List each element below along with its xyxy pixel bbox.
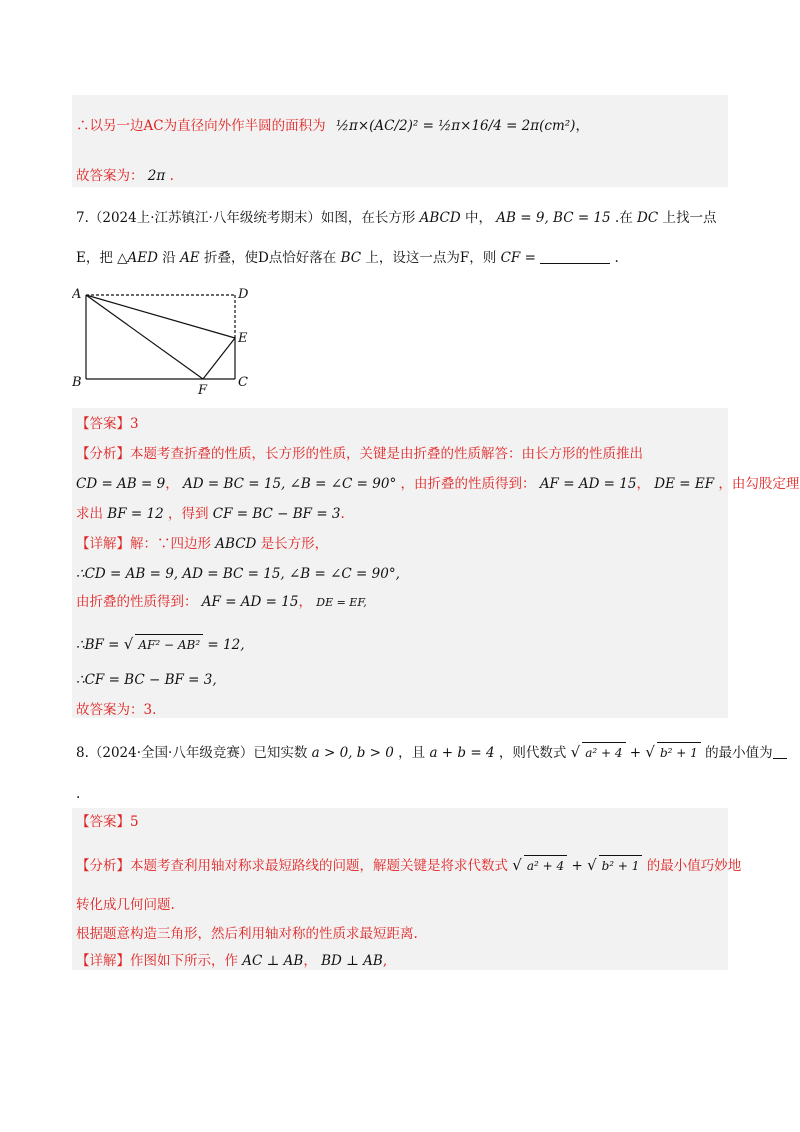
analysis-text: 本题考查利用轴对称求最短路线的问题，解题关键是将求代数式 bbox=[130, 858, 508, 874]
segment-fe bbox=[203, 338, 235, 379]
q7-answer bbox=[76, 414, 139, 434]
answer-blank[interactable] bbox=[540, 249, 610, 264]
label-e: E bbox=[238, 331, 248, 346]
analysis-text: ，由折叠的性质得到： bbox=[400, 476, 536, 492]
q7-detail-line3: 由折叠的性质得到： AF = AD = 15， DE = EF, bbox=[76, 594, 367, 610]
formula: AF = AD = 15 bbox=[201, 594, 299, 610]
formula: CD = AB = 9 bbox=[76, 476, 166, 492]
formula: ABCD bbox=[215, 536, 257, 552]
formula: ∴BF = bbox=[76, 637, 124, 653]
formula: AF = AD = 15 bbox=[539, 476, 637, 492]
fold-line-ae bbox=[86, 295, 235, 338]
q7-side: DC bbox=[637, 210, 659, 226]
answer-prefix: 故答案为： bbox=[76, 168, 144, 184]
q7-triangle: △AED bbox=[117, 250, 158, 266]
q7-rect: ABCD bbox=[419, 210, 461, 226]
formula: DE = EF bbox=[654, 476, 715, 492]
q8-text: ，则代数式 bbox=[498, 745, 567, 761]
analysis-text: ，由勾股定理 bbox=[718, 476, 800, 492]
detail-text: 由折叠的性质得到： bbox=[76, 594, 198, 610]
q7-detail-line4: ∴BF = √ AF² − AB² = 12, bbox=[76, 635, 245, 653]
radicand: b² + 1 bbox=[599, 855, 643, 876]
q8-text: 8.（2024·全国·八年级竞赛）已知实数 bbox=[76, 745, 308, 761]
q7-detail-line6: 故答案为：3. bbox=[76, 702, 157, 718]
label-b: B bbox=[72, 375, 82, 390]
radicand: a² + 4 bbox=[524, 855, 567, 876]
detail-text: 是长方形， bbox=[260, 536, 329, 552]
analysis-text: 求出 bbox=[76, 506, 103, 522]
detail-text: , bbox=[382, 953, 388, 969]
q7-text: 沿 bbox=[162, 250, 176, 266]
area-line: ∴以另一边AC为直径向外作半圆的面积为 ½π×(AC/2)² = ½π×16/4 = 2π(cm²)， bbox=[76, 118, 589, 134]
q8-condition: a + b = 4 bbox=[429, 745, 495, 761]
detail-text: 解：∵四边形 bbox=[130, 536, 211, 552]
q8-analysis-line3: 根据题意构造三角形，然后利用轴对称的性质求最短距离. bbox=[76, 926, 418, 942]
area-text: ∴以另一边AC为直径向外作半圆的面积为 bbox=[76, 118, 326, 134]
q7-given: AB = 9, BC = 15 bbox=[496, 210, 611, 226]
detail-text: 作图如下所示，作 bbox=[130, 953, 238, 969]
answer-block-q8 bbox=[72, 808, 728, 970]
analysis-tag: 【分析】 bbox=[76, 858, 130, 874]
q7-detail-line1 bbox=[76, 534, 328, 554]
q7-line2 bbox=[76, 248, 619, 268]
answer-value: 5 bbox=[130, 814, 139, 830]
formula: BD ⊥ AB bbox=[321, 953, 383, 969]
answer-value: 3 bbox=[130, 416, 139, 432]
formula: = 12, bbox=[203, 637, 245, 653]
q7-text: E，把 bbox=[76, 250, 113, 266]
q7-detail-line5: ∴CF = BC − BF = 3, bbox=[76, 672, 217, 688]
q8-analysis-line1: 【分析】本题考查利用轴对称求最短路线的问题，解题关键是将求代数式 √ a² + 4 + √ b² + 1 的最小值巧妙地 bbox=[76, 856, 742, 874]
answer-tag: 【答案】 bbox=[76, 416, 130, 432]
q8-answer bbox=[76, 812, 139, 832]
q7-analysis-line2: CD = AB = 9， AD = BC = 15, ∠B = ∠C = 90° ，由折叠的性质得到： AF = AD = 15， DE = EF ，由勾股定理 bbox=[76, 476, 800, 492]
formula: DE = EF, bbox=[316, 596, 367, 609]
rectangle-fold-figure bbox=[72, 282, 272, 397]
formula: AD = BC = 15, ∠B = ∠C = 90° bbox=[183, 476, 397, 492]
label-a: A bbox=[72, 287, 82, 302]
q8-analysis-line2: 转化成几何问题. bbox=[76, 897, 175, 913]
analysis-text: ，得到 bbox=[167, 506, 209, 522]
answer-suffix: . bbox=[169, 168, 174, 184]
q8-line1: 8.（2024·全国·八年级竞赛）已知实数 a > 0, b > 0 ，且 a + b = 4 ，则代数式 √ a² + 4 + √ b² + 1 的最小值为 bbox=[76, 742, 787, 763]
answer-value: 2π bbox=[147, 168, 166, 184]
q7-analysis-line1 bbox=[76, 444, 643, 464]
analysis-text: 的最小值巧妙地 bbox=[646, 858, 742, 874]
q7-text: .在 bbox=[614, 210, 633, 226]
analysis-tag: 【分析】 bbox=[76, 446, 130, 462]
formula: BF = 12 bbox=[107, 506, 164, 522]
q7-text: 上找一点 bbox=[662, 210, 717, 226]
detail-tag: 【详解】 bbox=[76, 536, 130, 552]
area-formula: ½π×(AC/2)² = ½π×16/4 = 2π(cm²) bbox=[335, 118, 576, 134]
q7-analysis-line3: 求出 BF = 12 ，得到 CF = BC − BF = 3. bbox=[76, 506, 345, 522]
q7-ae: AE bbox=[180, 250, 200, 266]
q8-condition: a > 0, b > 0 bbox=[311, 745, 394, 761]
analysis-text: 本题考查折叠的性质，长方形的性质，关键是由折叠的性质解答：由长方形的性质推出 bbox=[130, 446, 643, 462]
answer-blank[interactable] bbox=[773, 744, 787, 759]
radicand: AF² − AB² bbox=[135, 634, 203, 655]
q7-text: 上，设这一点为F，则 bbox=[365, 250, 497, 266]
q7-line1 bbox=[76, 208, 716, 228]
q8-text: ，且 bbox=[398, 745, 426, 761]
answer-tag: 【答案】 bbox=[76, 814, 130, 830]
q7-text: 中， bbox=[465, 210, 492, 226]
formula: CF = BC − BF = 3 bbox=[212, 506, 341, 522]
q8-line2: . bbox=[76, 786, 81, 802]
answer-line-q6 bbox=[76, 166, 174, 186]
q8-radicand: b² + 1 bbox=[657, 742, 701, 763]
label-f: F bbox=[198, 383, 208, 397]
q7-text: 折叠，使D点恰好落在 bbox=[203, 250, 337, 266]
q7-bc: BC bbox=[340, 250, 362, 266]
detail-tag: 【详解】 bbox=[76, 953, 130, 969]
q7-cf: CF = bbox=[500, 250, 536, 266]
label-d: D bbox=[238, 287, 249, 302]
formula: AC ⊥ AB bbox=[242, 953, 304, 969]
q8-text: 的最小值为 bbox=[705, 745, 773, 761]
segment-af bbox=[86, 295, 203, 379]
q7-text: . bbox=[614, 250, 619, 266]
q8-detail-line1: 【详解】作图如下所示，作 AC ⊥ AB， BD ⊥ AB, bbox=[76, 953, 388, 969]
label-c: C bbox=[238, 375, 248, 390]
q7-detail-line2: ∴CD = AB = 9, AD = BC = 15, ∠B = ∠C = 90°, bbox=[76, 566, 400, 582]
q7-text: 7.（2024上·江苏镇江·八年级统考期末）如图，在长方形 bbox=[76, 210, 416, 226]
q8-radicand: a² + 4 bbox=[582, 742, 625, 763]
